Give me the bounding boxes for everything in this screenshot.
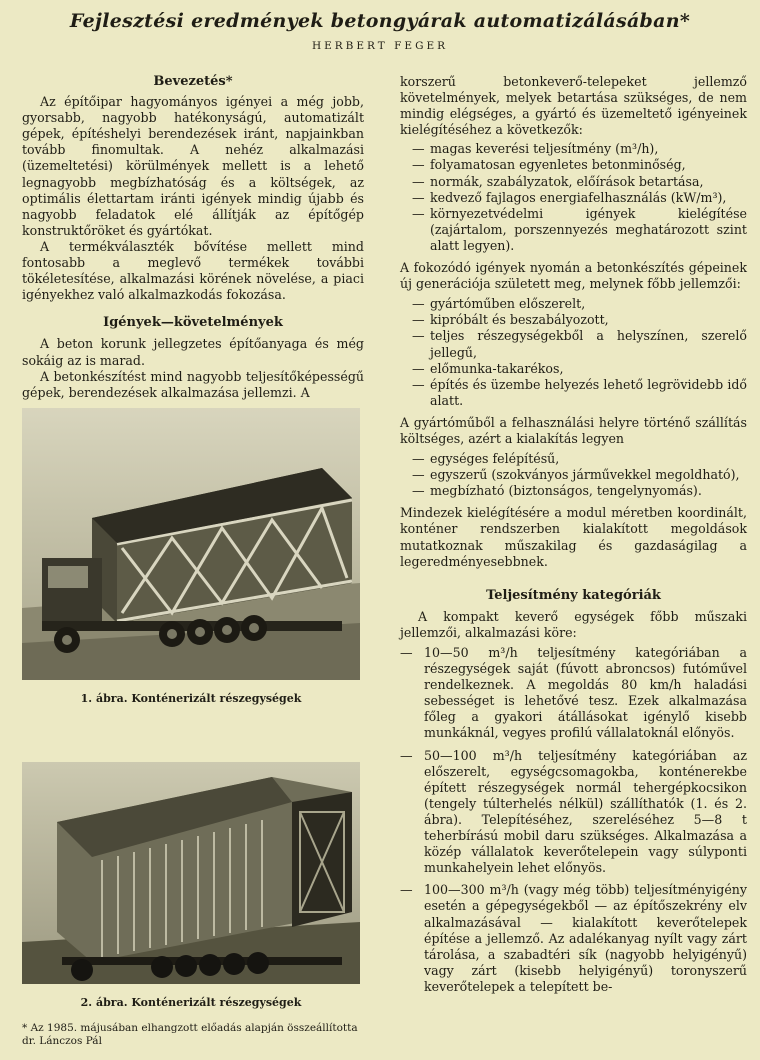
list-item: — magas keverési teljesítmény (m³/h),: [400, 141, 747, 157]
requirements-heading: Igények—követelmények: [103, 315, 283, 331]
list-item: — építés és üzembe helyezés lehető legrövidebb idő alatt.: [400, 377, 747, 409]
left-column: [22, 74, 364, 401]
figure-2-caption: 2. ábra. Konténerizált részegységek: [80, 996, 302, 1009]
right-paragraph-1: korszerű betonkeverő-telepeket jellemző követelmények, melyek betartása szükséges, de nem mindig elégséges, a gyártó és üzemeltető igényeinek kielégítéséhez a következők:: [400, 74, 747, 138]
figure-1-photo: [22, 408, 360, 680]
intro-paragraph-2: A termékválaszték bővítése mellett mind fontosabb a meglevő termékek további tökéletesítése, alkalmazási körének növelése, a piaci igényekhez való alkalmazkodás fokozása.: [22, 238, 364, 303]
list-item: — gyártóműben előszerelt,: [400, 296, 747, 312]
performance-heading: Teljesítmény kategóriák: [486, 587, 661, 603]
figure-1-caption: 1. ábra. Konténerizált részegységek: [80, 692, 302, 705]
list-item: — egységes felépítésű,: [400, 451, 747, 467]
right-paragraph-5: A kompakt keverő egységek főbb műszaki jellemzői, alkalmazási köre:: [400, 608, 747, 640]
list-item: — 50—100 m³/h teljesítmény kategóriában az előszerelt, egységcsomagokba, konténerekbe épített részegységek normál tehergépkocsikon (tengely túlterhelés nélkül) szállíthatók (1. és 2. ábra). Telepítéséhez, szereléséhez 5—8 t teherbírású mobil daru szükséges. Alkalmazása a közép vállalatok keverőtelepein vagy súlyponti munkahelyein lehet előnyös.: [400, 748, 747, 877]
list-item: — megbízható (biztonságos, tengelynyomás).: [400, 483, 747, 499]
intro-paragraph-1: Az építőipar hagyományos igényei a még jobb, gyorsabb, nagyobb hatékonyságú, automatizált gépek, építéshelyi berendezések iránt, napjainkban tovább finomultak. A nehéz alkalmazási (üzemeltetési) körülmények mellett is a lehető legnagyobb megbízhatóság és a költségek, az optimális élettartam iránti igények mindig újabb és nagyobb feladatok elé állítják az építőgép konstruktőröket és gyártókat.: [22, 94, 364, 238]
right-paragraph-4: Mindezek kielégítésére a modul méretben koordinált, konténer rendszerben kialakított megoldások mutatkoznak műszakilag és gazdaságilag a legeredményesebbnek.: [400, 505, 747, 569]
footnote: * Az 1985. májusában elhangzott előadás alapján összeállította dr. Lánczos Pál: [22, 1022, 358, 1047]
list-item: — 10—50 m³/h teljesítmény kategóriában a részegységek saját (fúvott abroncsos) futóművel rendelkeznek. A megoldás 80 km/h haladási sebességet is lehetővé tesz. Ezek alkalmazása főleg a gyakori átállásokat igénylő kisebb munkáknál, vegyes profilú vállalatoknál előnyös.: [400, 645, 747, 742]
figure-2-photo: [22, 762, 360, 984]
list-item: — kipróbált és beszabályozott,: [400, 312, 747, 328]
list-item: — kedvező fajlagos energiafelhasználás (kW/m³),: [400, 190, 747, 206]
requirements-paragraph-1: A beton korunk jellegzetes építőanyaga és még sokáig az is marad.: [22, 336, 364, 368]
list-item: — környezetvédelmi igények kielégítése (zajártalom, porszennyezés meghatározott szint alatt legyen).: [400, 206, 747, 254]
list-item: — normák, szabályzatok, előírások betartása,: [400, 174, 747, 190]
right-column: [400, 74, 747, 995]
list-item: — folyamatosan egyenletes betonminőség,: [400, 157, 747, 173]
requirements-list: [400, 141, 747, 254]
transport-list: [400, 451, 747, 499]
list-item: — egyszerű (szokványos járművekkel megoldható),: [400, 467, 747, 483]
right-paragraph-3: A gyártóműből a felhasználási helyre történő szállítás költséges, azért a kialakítás legyen: [400, 414, 747, 446]
list-item: — előmunka-takarékos,: [400, 361, 747, 377]
article-title: Fejlesztési eredmények betongyárak automatizálásában*: [69, 10, 691, 32]
right-paragraph-2: A fokozódó igények nyomán a betonkészítés gépeinek új generációja született meg, melynek főbb jellemzői:: [400, 260, 747, 292]
requirements-paragraph-2: A betonkészítést mind nagyobb teljesítőképességű gépek, berendezések alkalmazása jellemzi. A: [22, 368, 364, 400]
features-list: [400, 296, 747, 409]
performance-list: [400, 645, 747, 995]
intro-heading: Bevezetés*: [153, 74, 233, 89]
author-name: HERBERT FEGER: [311, 40, 449, 52]
list-item: — 100—300 m³/h (vagy még több) teljesítményigény esetén a gépegységekből — az építőszekrény elv alkalmazásával — kialakított keverőtelepek építése a jellemző. Az adalékanyag nyílt vagy zárt tárolása, a szabadtéri sík (nagyobb helyigényű) vagy zárt (kisebb helyigényű) toronyszerű keverőtelepek a telepített be-: [400, 882, 747, 995]
list-item: — teljes részegységekből a helyszínen, szerelő jellegű,: [400, 328, 747, 360]
